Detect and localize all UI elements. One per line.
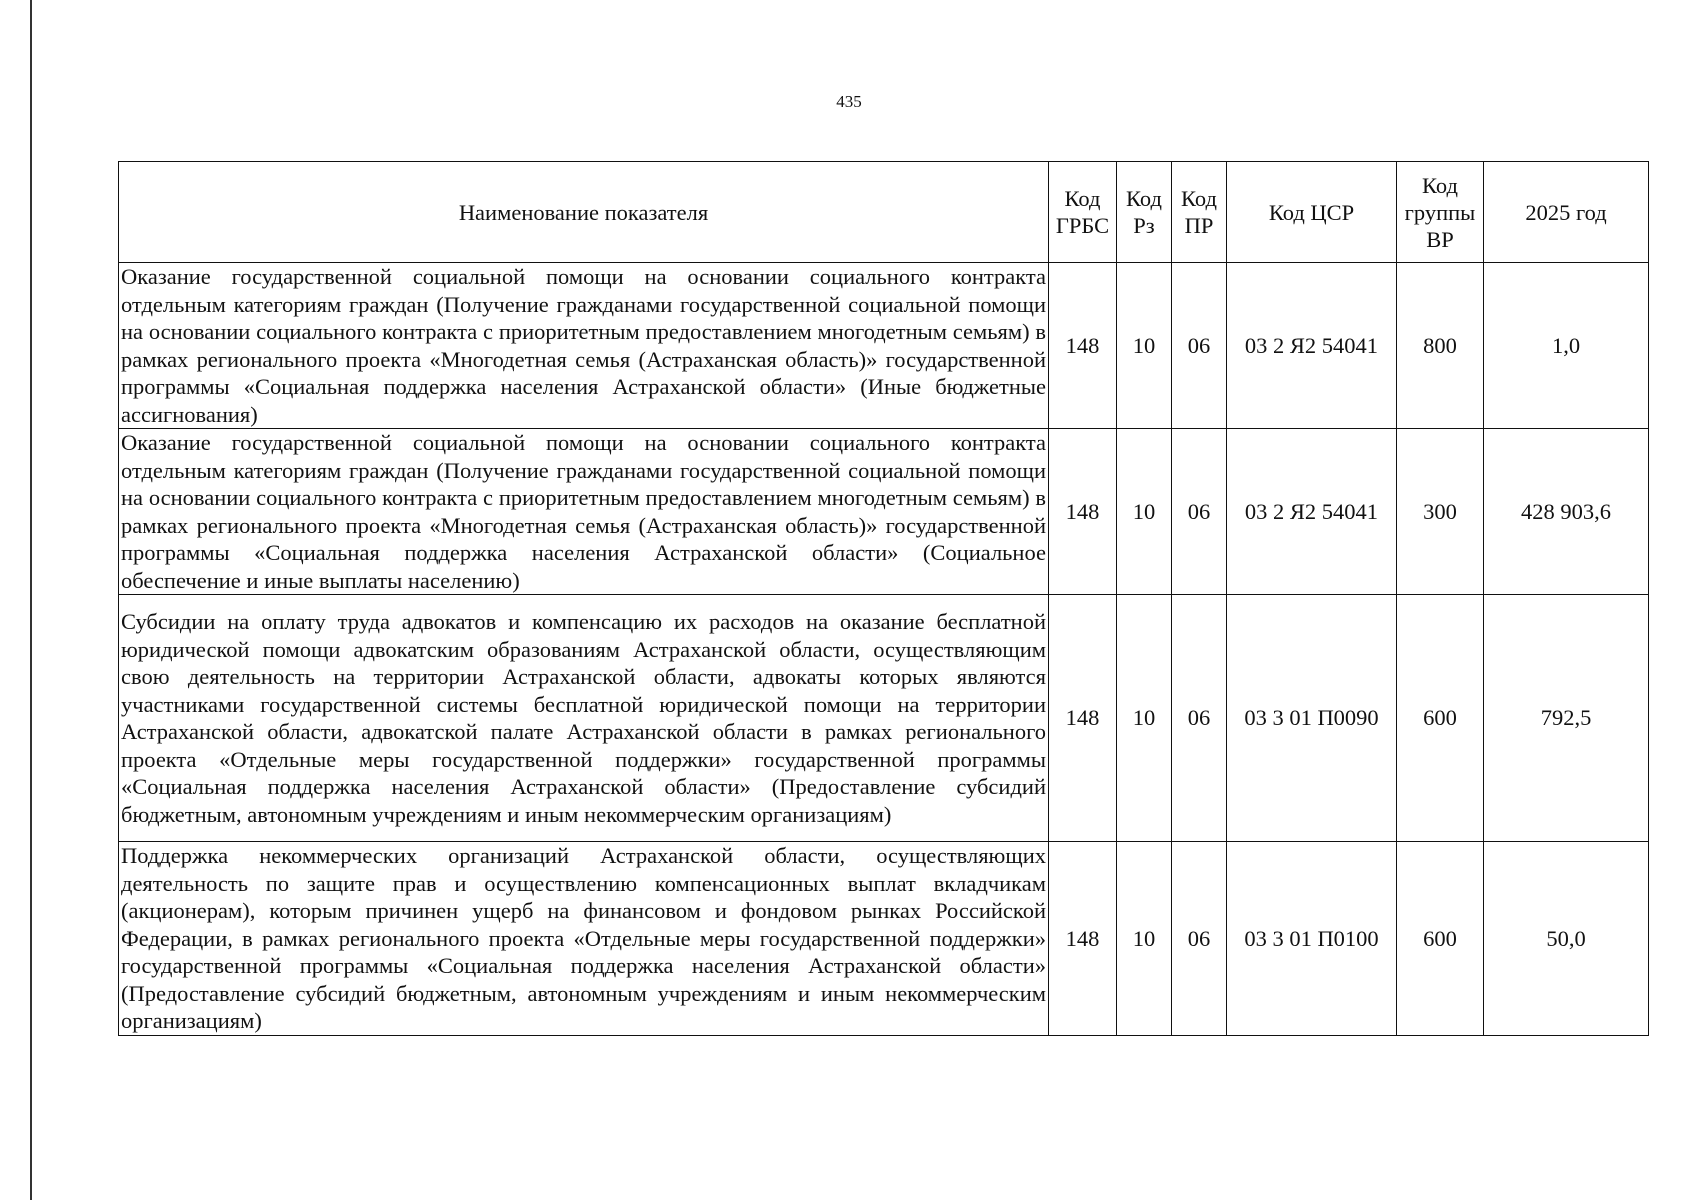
page-number: 435	[836, 92, 862, 111]
row-vr: 600	[1397, 842, 1484, 1036]
row-rz: 10	[1117, 842, 1172, 1036]
row-pr: 06	[1172, 842, 1227, 1036]
row-amount: 792,5	[1484, 595, 1649, 842]
table-header-row	[119, 162, 1649, 263]
row-grbs: 148	[1049, 429, 1117, 595]
header-year: 2025 год	[1484, 162, 1649, 263]
row-name: Оказание государственной социальной помощи на основании социального контракта отдельным категориям граждан (Получение гражданами государственной социальной помощи на основании социального контракта с приоритетным предоставлением многодетным семьям) в рамках регионального проекта «Многодетная семья (Астраханская область)» государственной программы «Социальная поддержка населения Астраханской области» (Социальное обеспечение и иные выплаты населению)	[119, 429, 1049, 595]
header-vr: Код группы ВР	[1397, 162, 1484, 263]
row-rz: 10	[1117, 595, 1172, 842]
row-pr: 06	[1172, 263, 1227, 429]
header-grbs: Код ГРБС	[1049, 162, 1117, 263]
row-csr: 03 3 01 П0100	[1227, 842, 1397, 1036]
row-vr: 800	[1397, 263, 1484, 429]
table-row	[119, 263, 1649, 429]
row-csr: 03 2 Я2 54041	[1227, 429, 1397, 595]
row-amount: 50,0	[1484, 842, 1649, 1036]
row-name: Оказание государственной социальной помощи на основании социального контракта отдельным категориям граждан (Получение гражданами государственной социальной помощи на основании социального контракта с приоритетным предоставлением многодетным семьям) в рамках регионального проекта «Многодетная семья (Астраханская область)» государственной программы «Социальная поддержка населения Астраханской области» (Иные бюджетные ассигнования)	[119, 263, 1049, 429]
row-vr: 300	[1397, 429, 1484, 595]
row-amount: 1,0	[1484, 263, 1649, 429]
page-margin-line	[30, 0, 32, 1200]
header-pr: Код ПР	[1172, 162, 1227, 263]
row-grbs: 148	[1049, 595, 1117, 842]
row-name: Поддержка некоммерческих организаций Астраханской области, осуществляющих деятельность по защите прав и осуществлению компенсационных выплат вкладчикам (акционерам), которым причинен ущерб на финансовом и фондовом рынках Российской Федерации, в рамках регионального проекта «Отдельные меры государственной поддержки» государственной программы «Социальная поддержка населения Астраханской области» (Предоставление субсидий бюджетным, автономным учреждениям и иным некоммерческим организациям)	[119, 842, 1049, 1036]
table-row	[119, 429, 1649, 595]
row-csr: 03 2 Я2 54041	[1227, 263, 1397, 429]
row-csr: 03 3 01 П0090	[1227, 595, 1397, 842]
row-grbs: 148	[1049, 842, 1117, 1036]
row-rz: 10	[1117, 429, 1172, 595]
row-pr: 06	[1172, 595, 1227, 842]
row-amount: 428 903,6	[1484, 429, 1649, 595]
row-pr: 06	[1172, 429, 1227, 595]
row-name: Субсидии на оплату труда адвокатов и компенсацию их расходов на оказание бесплатной юридической помощи адвокатским образованиям Астраханской области, осуществляющим свою деятельность на территории Астраханской области, адвокаты которых являются участниками государственной системы бесплатной юридической помощи на территории Астраханской области, адвокатской палате Астраханской области в рамках регионального проекта «Отдельные меры государственной поддержки» государственной программы «Социальная поддержка населения Астраханской области» (Предоставление субсидий бюджетным, автономным учреждениям и иным некоммерческим организациям)	[119, 595, 1049, 842]
header-name: Наименование показателя	[119, 162, 1049, 263]
row-rz: 10	[1117, 263, 1172, 429]
table-row	[119, 842, 1649, 1036]
header-csr: Код ЦСР	[1227, 162, 1397, 263]
row-vr: 600	[1397, 595, 1484, 842]
budget-table	[118, 161, 1649, 1036]
table-row	[119, 595, 1649, 842]
header-rz: Код Рз	[1117, 162, 1172, 263]
row-grbs: 148	[1049, 263, 1117, 429]
